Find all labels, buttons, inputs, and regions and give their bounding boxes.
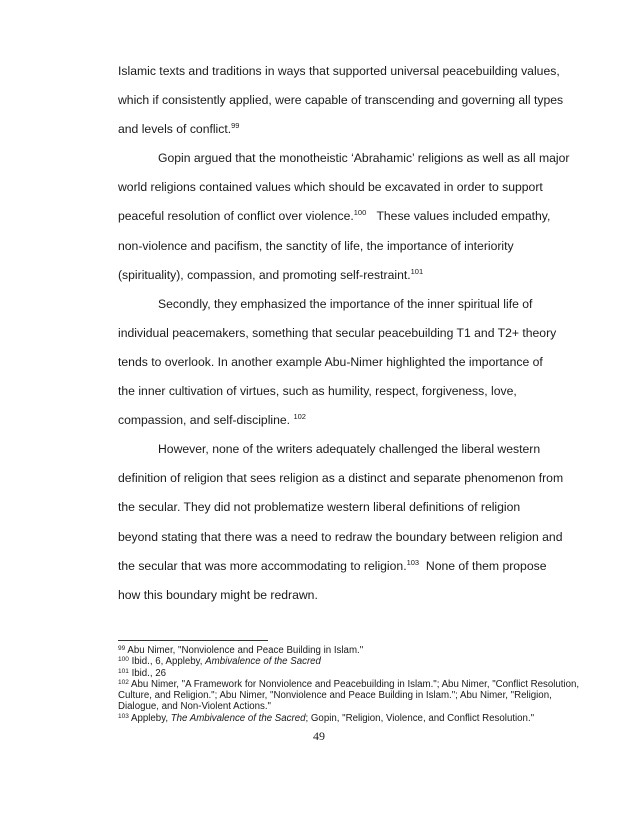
footnote-ref[interactable]: 99 [231,121,240,131]
text-line: the inner cultivation of virtues, such as humility, respect, forgiveness, love, [118,384,517,399]
footnote-ref[interactable]: 102 [293,412,306,422]
footnote-ref[interactable]: 101 [410,266,424,276]
text-line: which if consistently applied, were capable of transcending and governing all types [118,93,564,108]
text-line: Islamic texts and traditions in ways that supported universal peacebuilding values, [118,64,560,78]
text-line: individual peacemakers, something that secular peacebuilding T1 and T2+ theory [118,325,557,340]
footnote: $^{103}$ Appleby, The Ambivalence of the Sacred; Gopin, "Religion, Violence, and Conflict Resolution." [118,712,535,724]
page-number: 49 [313,729,325,743]
text-line: the secular. They did not problematize western liberal definitions of religion [118,500,521,515]
footnote-divider [118,640,268,641]
text-line: compassion, and self-discipline. $^{102}$ [118,412,306,428]
text-line: tends to overlook. In another example Abu-Nimer highlighted the importance of [118,354,543,369]
text-line: how this boundary might be redrawn. [118,587,318,602]
text-line: (spirituality), compassion, and promoting self-restraint.$^{101}$ [118,266,424,282]
footnote: $^{100}$ Ibid., 6, Appleby, Ambivalence of the Sacred [118,656,321,668]
footnote-ref[interactable]: 100 [353,208,367,218]
text-line: definition of religion that sees religion as a distinct and separate phenomenon from [118,471,564,486]
footnote-ref[interactable]: 103 [406,557,420,567]
body-text [118,57,588,610]
text-line: non-violence and pacifism, the sanctity of life, the importance of interiority [118,238,514,253]
footnote: $^{102}$ Abu Nimer, "A Framework for Nonviolence and Peacebuilding in Islam."; Abu Nimer, "Conflict Resolution, Culture, and Religion."; Abu Nimer, "Nonviolence and Peace Building in Islam."; Abu Nimer, "Religion, Dialogue, and Non-Violent Actions." [118,678,580,713]
paragraph-start: Secondly, they emphasized the importance of the inner spiritual life of [158,296,533,311]
text-line: the secular that was more accommodating to religion.$^{103}$ None of them propose [118,557,547,573]
footnotes [118,645,588,724]
text-line: peaceful resolution of conflict over violence.$^{100}$ These values included empathy, [118,208,551,224]
text-line: and levels of conflict.$^{99}$ [118,121,240,137]
text-line: beyond stating that there was a need to redraw the boundary between religion and [118,529,563,544]
footnote: $^{101}$ Ibid., 26 [118,667,167,679]
text-line: world religions contained values which should be excavated in order to support [118,180,543,195]
footnote: $^{99}$ Abu Nimer, "Nonviolence and Peace Building in Islam." [118,645,364,656]
paragraph-start: Gopin argued that the monotheistic ‘Abrahamic’ religions as well as all major [158,151,570,166]
paragraph-start: However, none of the writers adequately challenged the liberal western [158,442,541,457]
